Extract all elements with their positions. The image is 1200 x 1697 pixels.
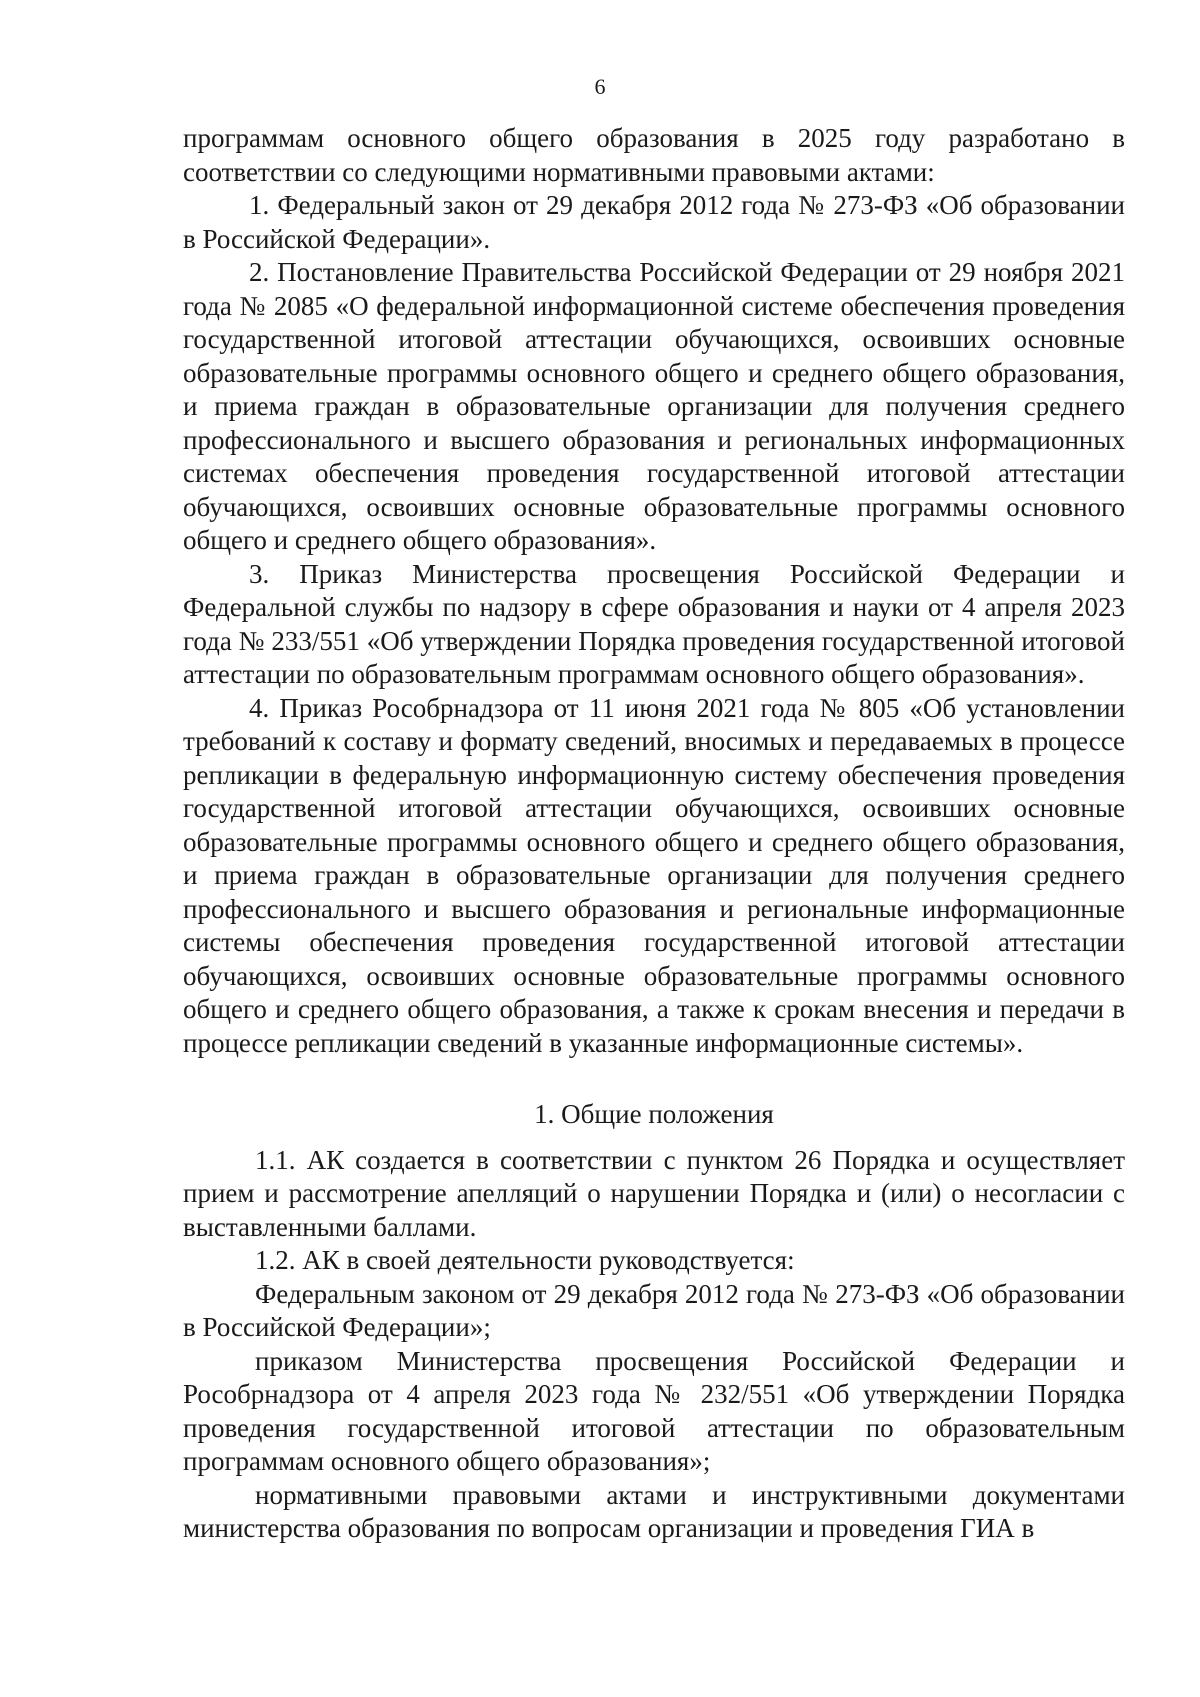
guide-item-federal-law: Федеральным законом от 29 декабря 2012 года № 273-ФЗ «Об образовании в Российской Федерации»; — [183, 1278, 1125, 1342]
clause-1-2: 1.2. АК в своей деятельности руководствуется: — [255, 1245, 795, 1275]
section-heading: 1. Общие положения — [534, 1099, 774, 1129]
guide-item-normative-acts: нормативными правовыми актами и инструктивными документами министерства образования по вопросам организации и проведения ГИА в — [183, 1479, 1125, 1543]
page-number: 6 — [594, 74, 606, 99]
intro-paragraph: программам основного общего образования в 2025 году разработано в соответствии со следующими нормативными правовыми актами: — [183, 123, 1125, 187]
act-item-2: 2. Постановление Правительства Российской Федерации от 29 ноября 2021 года № 2085 «О федеральной информационной системе обеспечения проведения государственной итоговой аттестации обучающихся, освоивших основные образовательные программы основного общего и среднего общего образования, и приема граждан в образовательные организации для получения среднего профессионального и высшего образования и региональных информационных системах обеспечения проведения государственной итоговой аттестации обучающихся, освоивших основные образовательные программы основного общего и среднего общего образования». — [183, 257, 1125, 555]
clause-1-1: 1.1. АК создается в соответствии с пунктом 26 Порядка и осуществляет прием и рассмотрение апелляций о нарушении Порядка и (или) о несогласии с выставленными баллами. — [183, 1144, 1125, 1242]
document-body — [183, 122, 1125, 1546]
act-item-4: 4. Приказ Рособрнадзора от 11 июня 2021 года № 805 «Об установлении требований к составу и формату сведений, вносимых и передаваемых в процессе репликации в федеральную информационную систему обеспечения проведения государственной итоговой аттестации обучающихся, освоивших основные образовательные программы основного общего и среднего общего образования, и приема граждан в образовательные организации для получения среднего профессионального и высшего образования и региональные информационные системы обеспечения проведения государственной итоговой аттестации обучающихся, освоивших основные образовательные программы основного общего и среднего общего образования, а также к срокам внесения и передачи в процессе репликации сведений в указанные информационные системы». — [183, 692, 1125, 1058]
act-item-3: 3. Приказ Министерства просвещения Российской Федерации и Федеральной службы по надзору в сфере образования и науки от 4 апреля 2023 года № 233/551 «Об утверждении Порядка проведения государственной итоговой аттестации по образовательным программам основного общего образования». — [183, 558, 1125, 689]
act-item-1: 1. Федеральный закон от 29 декабря 2012 года № 273-ФЗ «Об образовании в Российской Федерации». — [183, 190, 1125, 254]
guide-item-order: приказом Министерства просвещения Российской Федерации и Рособрнадзора от 4 апреля 2023 года № 232/551 «Об утверждении Порядка проведения государственной итоговой аттестации по образовательным программам основного общего образования»; — [183, 1345, 1125, 1476]
